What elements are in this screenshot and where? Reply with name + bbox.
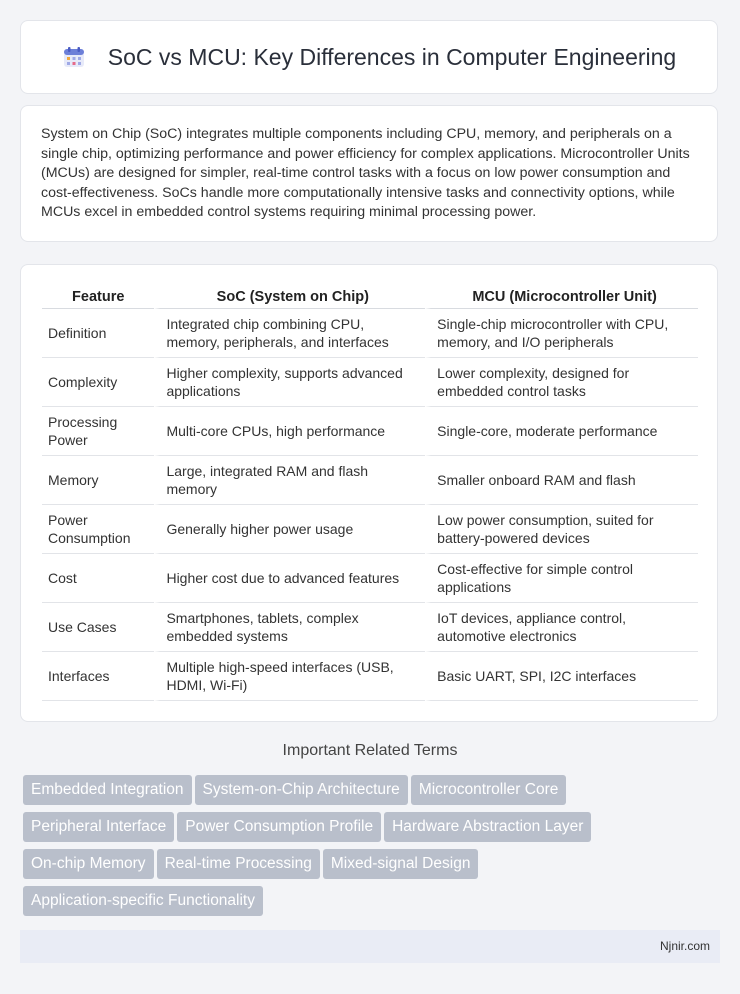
row-feature: Processing Power	[42, 407, 154, 456]
table-row	[42, 309, 698, 358]
table-row	[42, 652, 698, 701]
row-soc: Multiple high-speed interfaces (USB, HDMI, Wi-Fi)	[154, 652, 425, 701]
footer	[20, 930, 720, 963]
row-mcu: IoT devices, appliance control, automotive electronics	[425, 603, 698, 652]
row-mcu: Single-core, moderate performance	[425, 407, 698, 456]
row-soc: Multi-core CPUs, high performance	[154, 407, 425, 456]
related-terms-title: Important Related Terms	[282, 742, 458, 759]
row-mcu: Basic UART, SPI, I2C interfaces	[425, 652, 698, 701]
comparison-table	[42, 287, 698, 701]
footer-site-link[interactable]: Njnir.com	[659, 939, 710, 953]
row-feature: Use Cases	[42, 603, 154, 652]
row-soc: Large, integrated RAM and flash memory	[154, 456, 425, 505]
table-row	[42, 407, 698, 456]
related-term-tag[interactable]: Application-specific Functionality	[23, 886, 263, 916]
header-soc: SoC (System on Chip)	[154, 287, 425, 309]
row-soc: Integrated chip combining CPU, memory, peripherals, and interfaces	[154, 309, 425, 358]
calendar-icon	[62, 45, 86, 69]
row-feature: Cost	[42, 554, 154, 603]
row-mcu: Single-chip microcontroller with CPU, memory, and I/O peripherals	[425, 309, 698, 358]
row-mcu: Low power consumption, suited for battery-powered devices	[425, 505, 698, 554]
row-mcu: Lower complexity, designed for embedded control tasks	[425, 358, 698, 407]
related-term-tag[interactable]: Real-time Processing	[157, 849, 320, 879]
intro-card	[20, 105, 718, 242]
row-soc: Smartphones, tablets, complex embedded systems	[154, 603, 425, 652]
page-title: SoC vs MCU: Key Differences in Computer Engineering	[107, 43, 677, 70]
intro-text: System on Chip (SoC) integrates multiple components including CPU, memory, and peripherals on a single chip, optimizing performance and power efficiency for complex applications. Microcontroller Units (MCUs) are designed for simpler, real-time control tasks with a focus on low power consumption and cost-effectiveness. SoCs handle more computationally intensive tasks and connectivity options, while MCUs excel in embedded control systems requiring minimal processing power.	[41, 126, 690, 221]
table-header-row	[42, 287, 698, 309]
row-soc: Higher cost due to advanced features	[154, 554, 425, 603]
row-soc: Higher complexity, supports advanced applications	[154, 358, 425, 407]
row-soc: Generally higher power usage	[154, 505, 425, 554]
related-term-tag[interactable]: Mixed-signal Design	[323, 849, 479, 879]
row-feature: Power Consumption	[42, 505, 154, 554]
table-row	[42, 603, 698, 652]
table-row	[42, 554, 698, 603]
related-term-tag[interactable]: Embedded Integration	[23, 775, 192, 805]
row-mcu: Smaller onboard RAM and flash	[425, 456, 698, 505]
row-feature: Interfaces	[42, 652, 154, 701]
table-row	[42, 358, 698, 407]
related-term-tag[interactable]: Hardware Abstraction Layer	[384, 812, 591, 842]
related-terms-list	[23, 775, 723, 923]
table-row	[42, 456, 698, 505]
row-feature: Definition	[42, 309, 154, 358]
row-feature: Memory	[42, 456, 154, 505]
related-term-tag[interactable]: System-on-Chip Architecture	[195, 775, 408, 805]
title-card	[20, 20, 718, 94]
related-term-tag[interactable]: On-chip Memory	[23, 849, 154, 879]
table-row	[42, 505, 698, 554]
related-term-tag[interactable]: Peripheral Interface	[23, 812, 174, 842]
related-term-tag[interactable]: Power Consumption Profile	[177, 812, 381, 842]
header-feature: Feature	[42, 287, 154, 309]
table-card	[20, 264, 718, 722]
row-feature: Complexity	[42, 358, 154, 407]
related-term-tag[interactable]: Microcontroller Core	[411, 775, 567, 805]
header-mcu: MCU (Microcontroller Unit)	[425, 287, 698, 309]
row-mcu: Cost-effective for simple control applications	[425, 554, 698, 603]
